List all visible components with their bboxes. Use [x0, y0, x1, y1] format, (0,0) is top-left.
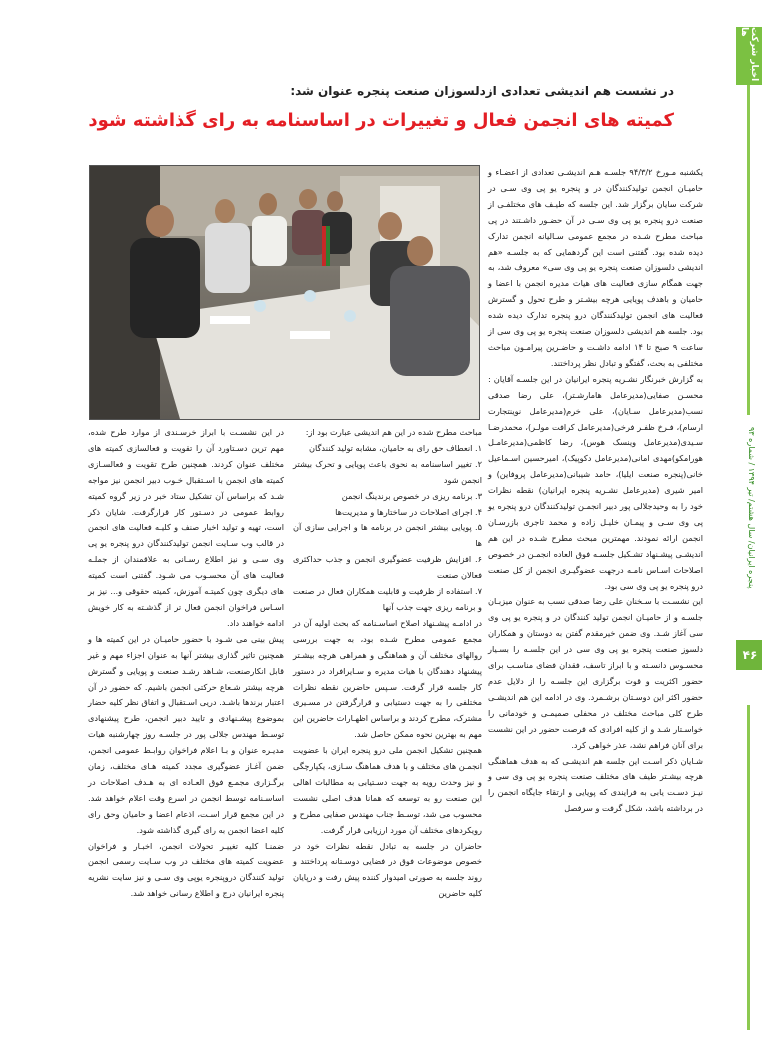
list-item: ۶. افزایش ظرفیت عضوگیری انجمن و جذب حداکثری فعالان صنعت [293, 554, 482, 581]
section-label: اخبار شرکت ها [739, 27, 759, 82]
paragraph: ضمنـا کلیه تغییـر تحولات انجمن، اخبـار و فراخوان عضویت کمیته های مختلف در وب سـایت رسمی انجمن تولید کنندگان دروپنجره یوپی وی سـی و نیز سایت نشریه پنجره ایرانیان درج و اطلاع رسانی خواهد شد. [88, 840, 284, 899]
list-item: ۵. پویایی بیشتر انجمن در برنامه ها و اجرایی سازی آن ها [293, 522, 482, 549]
article-column-middle [293, 425, 482, 902]
article-column-right [488, 165, 703, 817]
list-item: ۲. تغییر اساسنامه به نحوی باعث پویایی و تحرک بیشتر انجمن شود [293, 458, 482, 485]
list-item: ۳. برنامه ریزی در خصوص برندینگ انجمن [341, 490, 482, 501]
article-kicker: در نشست هم اندیشی تعدادی ازدلسوزان صنعت پنجره عنوان شد: [290, 84, 674, 98]
paragraph: حاضران در جلسه به تبادل نقطه نظرات خود در خصوص موضوعات فوق در فضایی دوسـتانه پرداختند و روند جلسه به صورتی امیدوار کننده پیش رفت و درپایان کلیه حاضرین [293, 840, 482, 899]
paragraph: یکشنبه مـورخ ۹۴/۳/۲ جلسـه هـم اندیشـی تعدادی از اعضـاء و حامیـان انجمن تولیدکنندگان در و پنجره یو پی وی سـی در شرکت سایان برگزار شد. این جلسه که طیـف های مختلفـی از صنعت درو پنجره یو پی وی سـی در آن حضـور داشـتند در پی مباحث مطرح شـده در مجمع عمومی سـالیانه انجمن تدارک دیده شده بود. گفتنی است این گردهمایی که به جلسـه «هم اندیشی دلسوزان صنعت پنجره یو پی وی سی» معروف شد، به جهت همگام سازی فعالیت های هیات مدیره انجمن با اعضا و حامیان و باهدف پویایی هرچه بیشـتر و طرح تحول و گسترش فعالیت های انجمن تولیدکنندگان درو پنجره تدارک دیده شده بود. جلسه هم اندیشی دلسوزان صنعت پنجره یو پی وی سی از ساعت ۹ صبح تا ۱۴ ادامه داشـت و حاضـرین پیرامـون مباحث مختلفی به بحث، گفتگو و تبادل نظر پرداختند. [488, 167, 704, 368]
list-item: ۷. استفاده از ظرفیت و قابلیت همکاران فعال در صنعت و برنامه ریزی جهت جذب آنها [293, 586, 482, 612]
paragraph: در این نشسـت با ابراز خرسـندی از موارد طرح شده، مهم ترین دسـتاورد آن را تقویت و فعالسازی کمیته های مختلف عنوان کردند. همچنین طرح تقویت و فعالسـازی کمیته های انجمن با اسـتقبال خـوب دبیر انجمن نیز مواجه شـد که براساس آن تشکیل ستاد خبر در زیر گروه کمیته روابط عمومی در دسـتور کار قرارگرفت. شایان ذکر است، تهیه و تولید اخبار صنف و کلیـه فعالیت های انجمن در قالب وب سـایت انجمن تولیدکنندگان درو پنجره یو پی وی سـی و نیز اطلاع رسـانی به علاقمندان از جملـه فعالیت های آن محسـوب می شـود. گفتنی است کمیته های دیگری چون کمیتـه آموزش، کمیته حقوقی و... نیز بر اسـاس فراخوان انجمن فعال تر از گذشـته به کار خویش ادامه خواهند داد. [88, 427, 284, 628]
article-headline: کمیته های انجمن فعال و تغییرات در اساسنامه به رای گذاشته شود [88, 110, 674, 131]
meeting-photo-illustration [90, 166, 479, 419]
paragraph: در ادامـه پیشـنهاد اصلاح اساسـنامه که بحث اولیه آن در مجمع عمومی مطرح شـده بود، به جهت بررسی روالهای مختلف آن و هماهنگی و همراهی هرچه بیشـتر پیشنهاد دهندگان با هیات مدیره و سـایرافراد در دستور کار جلسه قرار گرفت. سـپس حاضرین نقطه نظرات مختلفی را به جهت دستیابی و قرارگرفتن در مسـیری مشترک، مطرح کردند و براساس اظهـارات حاضرین این مهم به بهترین نحوه ممکن حاصل شد. [293, 617, 482, 740]
list-item: ۴. اجرای اصلاحات در ساختارها و مدیریت‌ها [335, 506, 482, 517]
paragraph: به گزارش خبرنگار نشـریه پنجره ایرانیان در این جلسـه آقایان : محسـن صفایی(مدیرعامل هامارشـتر)، علی رضا صدقی نسب(مدیرعامل سـایان)، علی خرم(مدیرعامل نوینتجارت ارسام)، فـرخ ظفـر فرخی(مدیرعامل کرافت مولـر)، محمدرضـا سـیدی(مدیرعامل وینسک هوس)، رضا کاظمی(مدیرعامـل هورامکو)مهدی امانی(مدیرعامل دکوپیک)، امیرحسین اسـماعیل خانی(پنجره صنعت ایلیا)، حامد شیبانی(مدیرعامل پروفاین) و امیر شیری (مدیرعامل نشـریه پنجره ایرانیان) نقطه نظرات خود را به وحیدجلالی پور دبیر انجمـن تولیدکنندگان درو پنجره یو پی وی سـی و پیمـان خلیـل زاده و محمد تاجری بازرسـان انجمن ارائه نمودند. مهمترین مبحث مطرح شـده در این هم اندیشـی پیشـنهاد تشـکیل جلسـه فوق العاده انجمـن در خصوص اصلاحات اسـاس نامـه درجهت عضوگیـری انجمن از کل صنعت درو پنجره یو پی وی سی بود. [488, 373, 703, 591]
paragraph: همچنین تشکیل انجمن ملی درو پنجره ایران با عضویت انجمـن های مختلف و با هدف هماهنگ سـازی، یکپارچگی و نیز وحدت رویه به جهت دسـتیابی به مطالبات اهالی این صنعت رو به توسعه که همانا هدف اصلی نشست محسوب می شد، توسـط جناب مهندس صفایی مطرح و رویکردهای مختلف آن مورد ارزیابی قرار گرفت. [293, 745, 482, 835]
paragraph: شـایان ذکر اسـت این جلسه هم اندیشـی که به هدف هماهنگی هرچه بیشـتر طیف های مختلف صنعت پنجره یو پی وی سی و نیـز دسـت یابی به فرایندی که پویایی و ارتقاء جایگاه انجمن را در برداشته باشد، شکل گرفت و سرفصل [488, 755, 703, 814]
article-column-left [88, 425, 284, 902]
magazine-line: پنجره ایرانیان/ سال هشتم/ تیر ۱۳۹۴ / شماره ۹۳ [747, 427, 756, 589]
meeting-photo [89, 165, 480, 420]
list-item: ۱. انعطاف حق رای به حامیان، مشابه تولید کنندگان [309, 442, 482, 453]
paragraph: مباحث مطرح شده در این هم اندیشی عبارت بود از: [305, 427, 482, 437]
paragraph: این نشسـت با سـخنان علی رضا صدقی نسب به عنوان میزبـان جلسـه و از حامیـان انجمن تولید کنندگان در و پنجره یو پی وی سی آغاز شـد. وی ضمن خیرمقدم گفتن به دوستان و همکاران دلسوز صنعت پنجره یو پی وی سی در این جلسـه را بسـیار محسـوس دانسـته و با ابراز تاسف، فقدان فضای مناسـب برای حضور اکثریت و قوت برگزاری این جلسـه را از دلایل عدم حضور اکثر این دوسـتان برشـمرد. وی در ادامه این هم اندیشـی طرح کلی مباحث مختلف در محفلی صمیمـی و خودمانی را خواسـتار شـد و از کلیه افرادی که فرصت حضور در این نشست برای آنان فراهم نشد، عذر خواهی کرد. [488, 596, 703, 750]
section-tab [736, 27, 762, 85]
page-number: ۴۶ [736, 640, 762, 670]
paragraph: پیش بینی می شـود با حضور حامیـان در این کمیته ها و همچنین تاثیر گذاری بیشتر آنها به عنوان اجزاء مهم و غیر قابل انکارصنعت، شـاهد رشـد صنعت و پویایی و گسترش هرچه بیشتر شـعاع حرکتی انجمن باشیم. که حضور در آن اعتبار برندها باشـد. دریی اسـتقبال و اتفاق نظر کلیه حضار بموضوع پیشـنهادی و تایید دبیر انجمن، طرح پیشنهادی توسـط مهندس جلالی پور در جلسـه روز چهارشنبه هیات مدیـره عنوان و بـا اعلام فراخوان روابـط عمومی انجمن، ضمن آغـاز عضوگیری مجدد کمیته هـای مختلف، زمان برگـزاری مجمـع فوق العـاده ای به هـدف اصلاحات در اساسـنامه توسط انجمن در اسرع وقت اعلام خواهد شد. در این مجمع قرار اسـت، اذعام اعضا و حامیان وحق رای کلیه اعضا انجمن به رای گیری گذاشته شود. [88, 633, 284, 835]
